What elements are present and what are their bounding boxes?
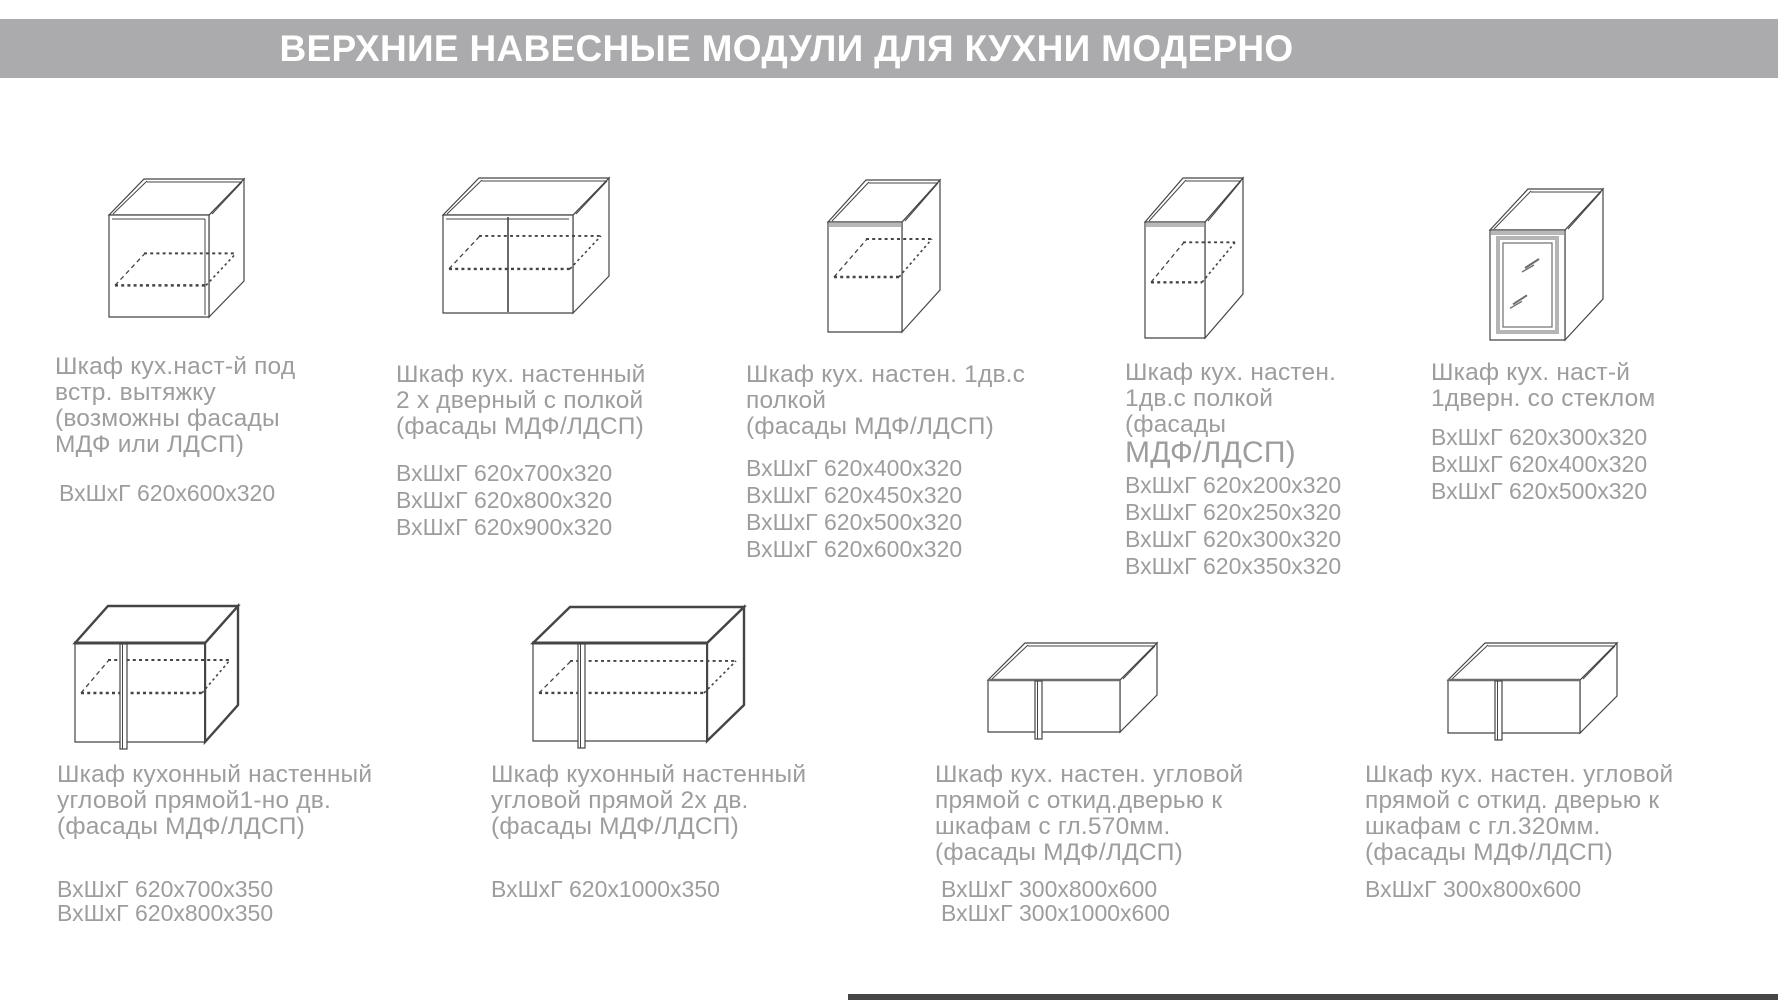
product-dimensions-7: ВхШхГ 620х1000х350 <box>491 876 720 902</box>
product-dimensions-8: ВхШхГ 300х800х600 ВхШхГ 300х1000х600 <box>941 876 1170 926</box>
product-dimensions-5: ВхШхГ 620х300х320 ВхШхГ 620х400х320 ВхШхГ 620х500х320 <box>1431 424 1648 504</box>
product-title-4: Шкаф кух. настен. 1дв.с полкой (фасады МДФ/ЛДСП) <box>1125 359 1337 469</box>
drawing-corner-flip-door-cabinet-570 <box>988 643 1157 739</box>
product-title-6: Шкаф кухонный настенный угловой прямой1-но дв. (фасады МДФ/ЛДСП) <box>57 761 373 840</box>
product-title-8: Шкаф кух. настен. угловой прямой с откид.дверью к шкафам с гл.570мм. (фасады МДФ/ЛДСП) <box>935 761 1244 866</box>
product-dimensions-3: ВхШхГ 620х400х320 ВхШхГ 620х450х320 ВхШхГ 620х500х320 ВхШхГ 620х600х320 <box>746 455 963 562</box>
product-dimensions-9: ВхШхГ 300х800х600 <box>1365 876 1582 902</box>
product-title-5: Шкаф кух. наст-й 1дверн. со стеклом <box>1431 359 1656 412</box>
drawing-corner-straight-two-door-cabinet <box>532 607 744 748</box>
product-title-2: Шкаф кух. настенный 2 х дверный с полкой (фасады МДФ/ЛДСП) <box>396 361 646 440</box>
page-title: ВЕРХНИЕ НАВЕСНЫЕ МОДУЛИ ДЛЯ КУХНИ МОДЕРНО <box>279 27 1294 69</box>
bottom-edge-strip <box>848 994 1778 1000</box>
product-dimensions-4: ВхШхГ 620х200х320 ВхШхГ 620х250х320 ВхШхГ 620х300х320 ВхШхГ 620х350х320 <box>1125 472 1342 579</box>
drawing-one-door-cabinet-with-shelf <box>828 180 940 332</box>
product-title-9: Шкаф кух. настен. угловой прямой с откид. дверью к шкафам с гл.320мм. (фасады МДФ/ЛДСП) <box>1365 761 1674 866</box>
product-dimensions-6: ВхШхГ 620х700х350 ВхШхГ 620х800х350 <box>57 876 274 926</box>
drawing-two-door-cabinet-with-shelf <box>443 178 609 313</box>
drawing-corner-flip-door-cabinet-320 <box>1448 643 1617 740</box>
drawing-open-cabinet-with-shelf <box>109 179 244 317</box>
product-dimensions-2: ВхШхГ 620х700х320 ВхШхГ 620х800х320 ВхШхГ 620х900х320 <box>396 460 613 540</box>
product-title-3: Шкаф кух. настен. 1дв.с полкой (фасады МДФ/ЛДСП) <box>746 361 1026 440</box>
product-title-1: Шкаф кух.наст-й под встр. вытяжку (возможны фасады МДФ или ЛДСП) <box>55 353 296 458</box>
drawing-corner-straight-one-door-cabinet <box>74 606 238 749</box>
product-dimensions-1: ВхШхГ 620х600х320 <box>59 480 276 506</box>
drawing-narrow-one-door-cabinet-with-shelf <box>1145 178 1243 338</box>
product-title-7: Шкаф кухонный настенный угловой прямой 2х дв. (фасады МДФ/ЛДСП) <box>491 761 807 840</box>
drawing-one-door-glass-cabinet <box>1490 189 1603 340</box>
